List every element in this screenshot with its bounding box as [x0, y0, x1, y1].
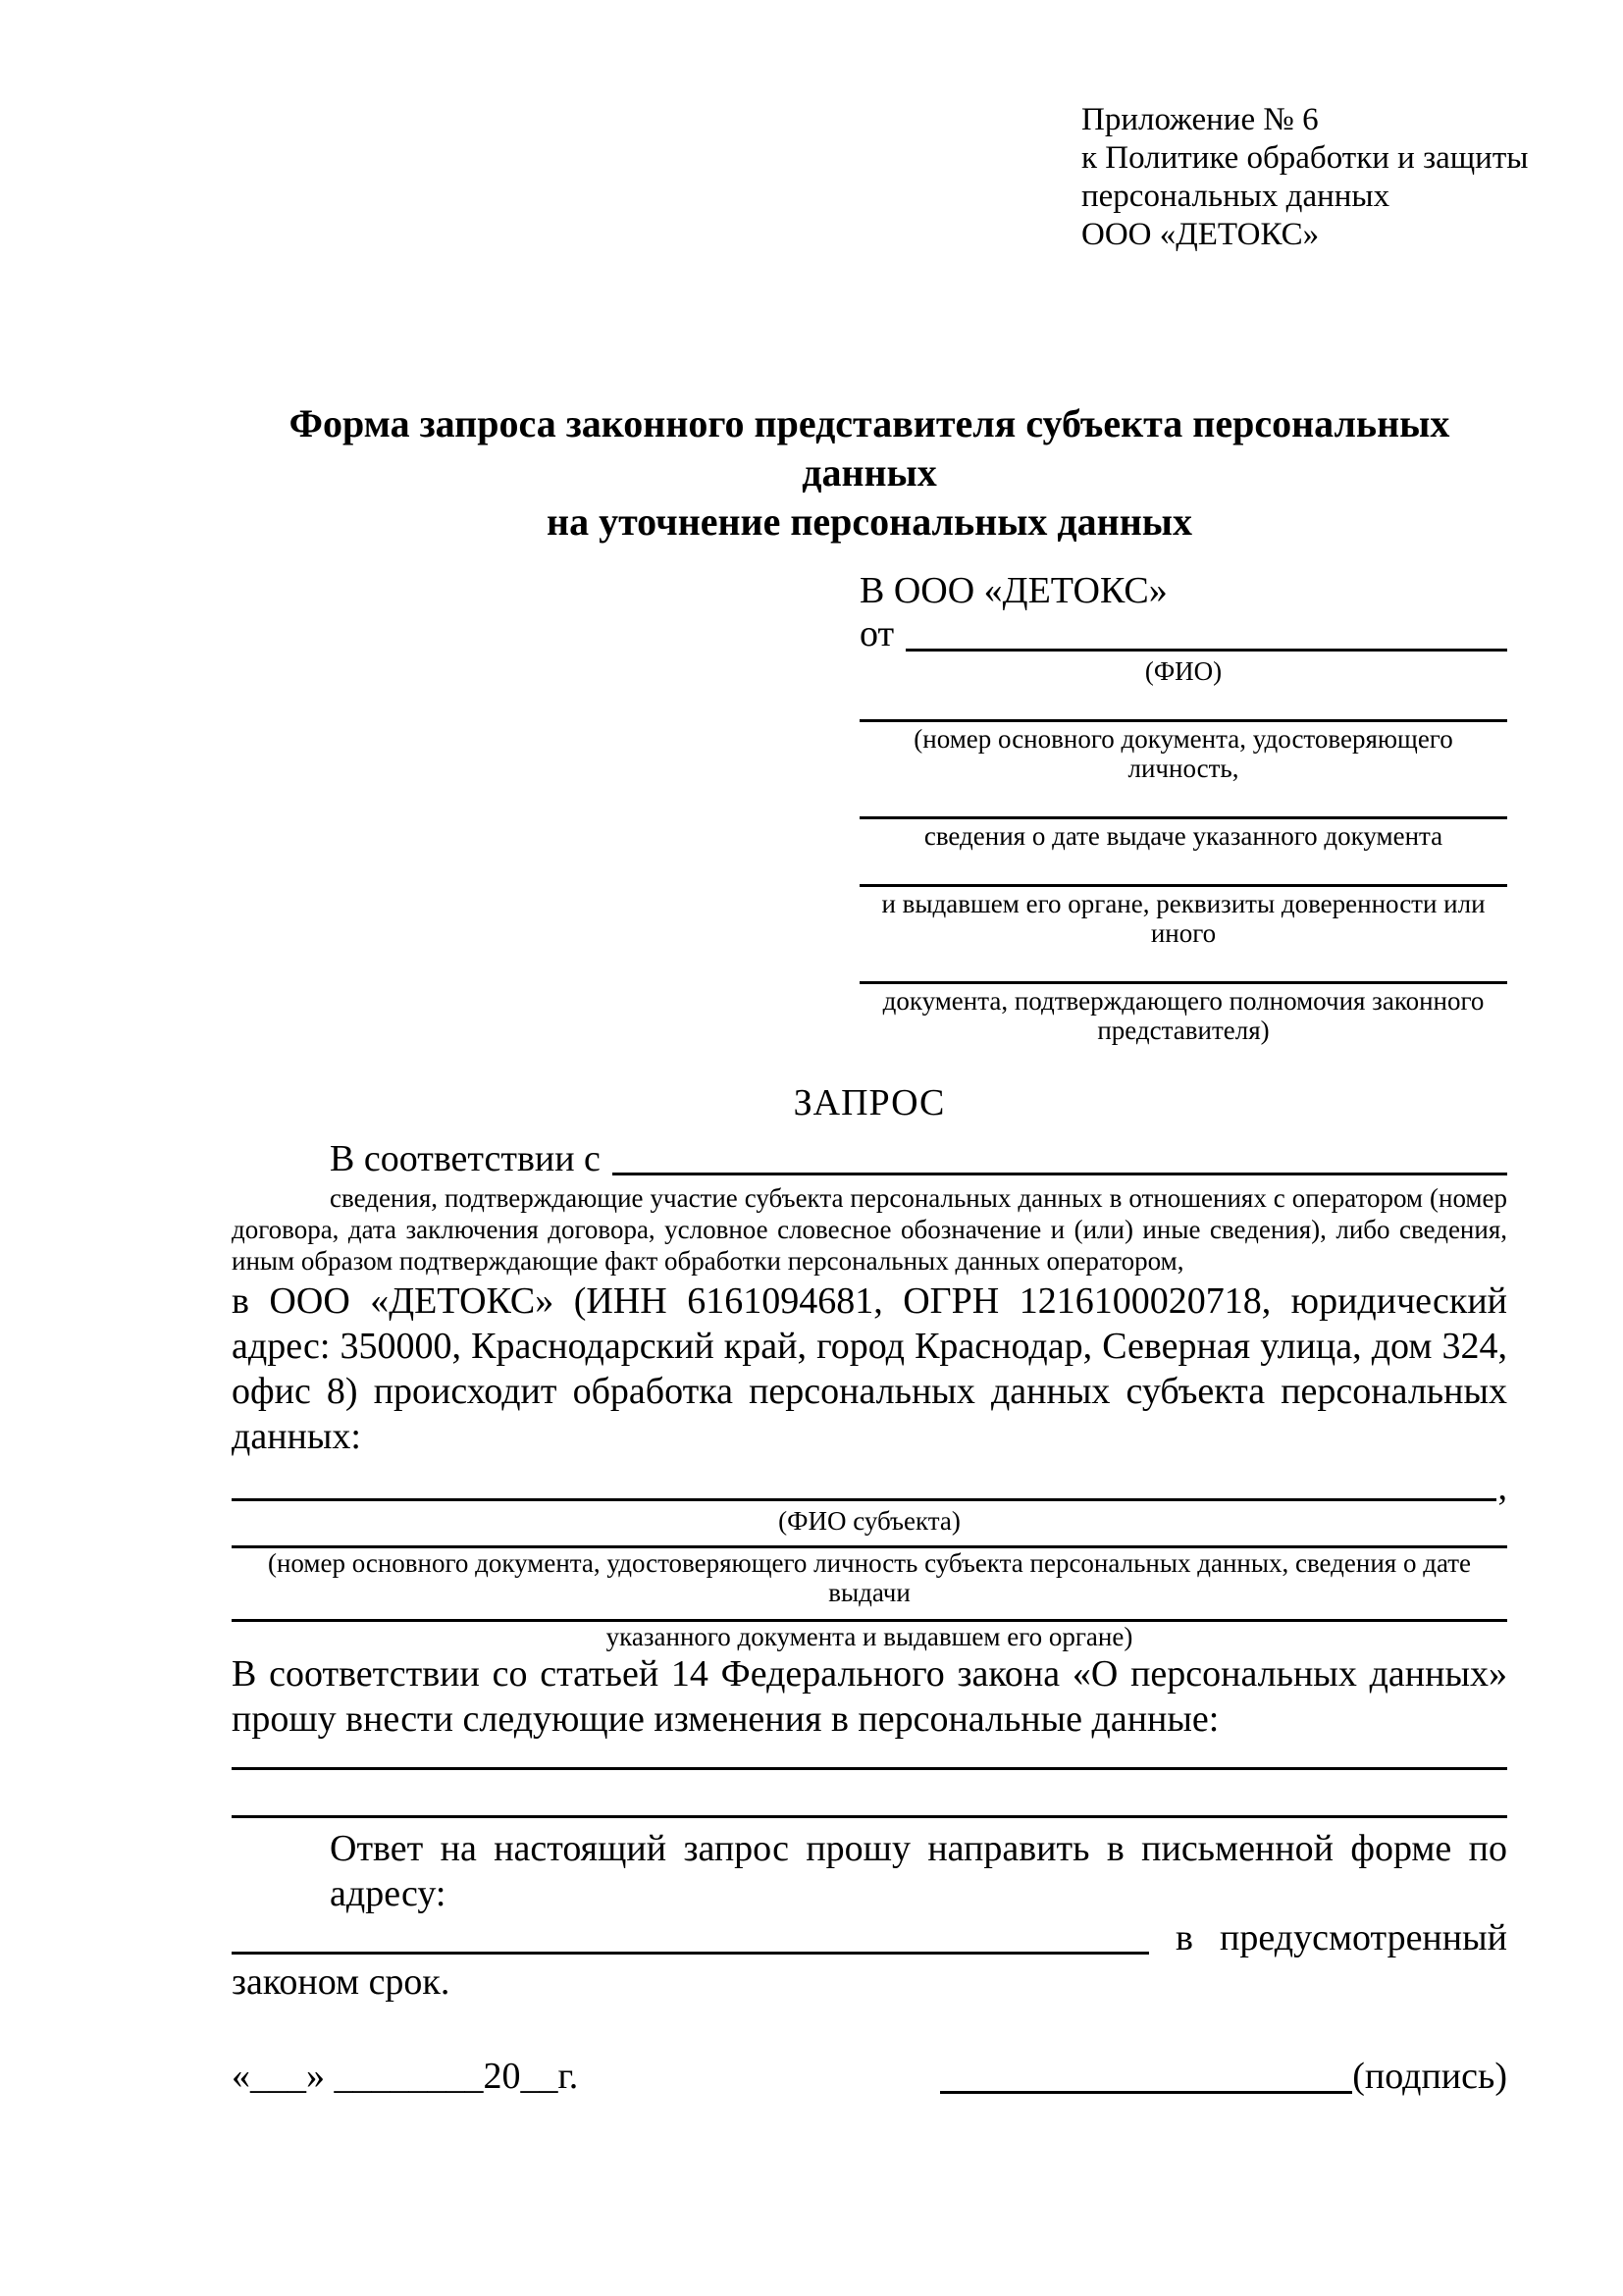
article-paragraph: В соответствии со статьей 14 Федерального закона «О персональных данных» прошу внести следующие изменения в персональные данные: [232, 1653, 1507, 1740]
basis-fill-line [612, 1173, 1507, 1175]
document-title-line-2: на уточнение персональных данных [547, 499, 1192, 544]
trailing-comma: , [1497, 1467, 1507, 1508]
changes-fill-line-2 [232, 1815, 1507, 1818]
fio-caption: (ФИО) [1144, 656, 1223, 686]
subject-fio-row [232, 1463, 1507, 1506]
from-label: от [860, 613, 895, 654]
document-title-line-1: Форма запроса законного представителя субъекта персональных данных [288, 401, 1450, 495]
signature-row [232, 2054, 1507, 2099]
from-row [860, 613, 1507, 656]
operator-paragraph: в ООО «ДЕТОКС» (ИНН 6161094681, ОГРН 1216100020718, юридический адрес: 350000, Краснодарский край, город Краснодар, Северная улица, дом 324, офис 8) происходит обработка персональных данных субъекта персональных данных: [232, 1280, 1507, 1457]
fill-line [860, 884, 1507, 887]
field-caption: (номер основного документа, удостоверяющего личность, [914, 724, 1453, 783]
appendix-line-1: Приложение № 6 [1081, 102, 1319, 137]
signature-fill-line [940, 2091, 1352, 2094]
signature-caption: (подпись) [1352, 2056, 1507, 2097]
addressee-to: В ООО «ДЕТОКС» [860, 570, 1168, 611]
representative-document-field-3 [860, 884, 1507, 948]
subject-document-field-1 [232, 1545, 1507, 1607]
answer-paragraph-line-1: Ответ на настоящий запрос прошу направить в письменной форме по адресу: [330, 1828, 1507, 1914]
appendix-header [1081, 101, 1529, 254]
date-fill: «___» ________20__г. [232, 2056, 579, 2097]
field-caption: документа, подтверждающего полномочия законного представителя) [882, 986, 1485, 1045]
basis-row [232, 1137, 1507, 1180]
answer-paragraph-line-3: законом срок. [232, 1961, 450, 2003]
field-caption: и выдавшем его органе, реквизиты доверенности или иного [881, 889, 1486, 948]
representative-document-field-4 [860, 981, 1507, 1045]
appendix-line-4: ООО «ДЕТОКС» [1081, 217, 1320, 252]
representative-document-field-2 [860, 816, 1507, 851]
basis-explanation: сведения, подтверждающие участие субъекта персональных данных в отношениях с оператором (номер договора, дата заключения договора, условное словесное обозначение и (или) иные сведения), либо сведения, иным образом подтверждающие факт обработки персональных данных оператором, [232, 1183, 1507, 1276]
field-caption: указанного документа и выдавшем его органе) [605, 1622, 1133, 1651]
changes-fill-line-1 [232, 1767, 1507, 1770]
subject-fio-field [232, 1463, 1507, 1536]
field-caption: сведения о дате выдаче указанного документа [923, 821, 1443, 851]
appendix-line-3: персональных данных [1081, 179, 1390, 214]
field-caption: (ФИО субъекта) [778, 1506, 961, 1536]
addressee-block [860, 568, 1507, 1045]
request-heading: ЗАПРОС [793, 1082, 946, 1123]
fill-line [860, 981, 1507, 984]
answer-paragraph-line-2 [232, 1916, 1507, 1959]
document-title [232, 399, 1507, 547]
fill-line [860, 816, 1507, 819]
answer-word-2: предусмотренный [1220, 1917, 1507, 1958]
fill-line [860, 719, 1507, 722]
basis-label: В соответствии с [330, 1138, 601, 1179]
field-caption: (номер основного документа, удостоверяющего личность субъекта персональных данных, сведения о дате выдачи [267, 1548, 1472, 1607]
subject-fio-fill-line [232, 1498, 1496, 1501]
address-fill-line [232, 1952, 1149, 1955]
appendix-line-2: к Политике обработки и защиты [1081, 140, 1529, 176]
answer-word-1: в [1176, 1917, 1193, 1958]
subject-document-field-2 [232, 1619, 1507, 1651]
representative-document-field-1 [860, 719, 1507, 783]
signature-field [940, 2054, 1507, 2099]
representative-fio-fill-line [906, 649, 1507, 652]
